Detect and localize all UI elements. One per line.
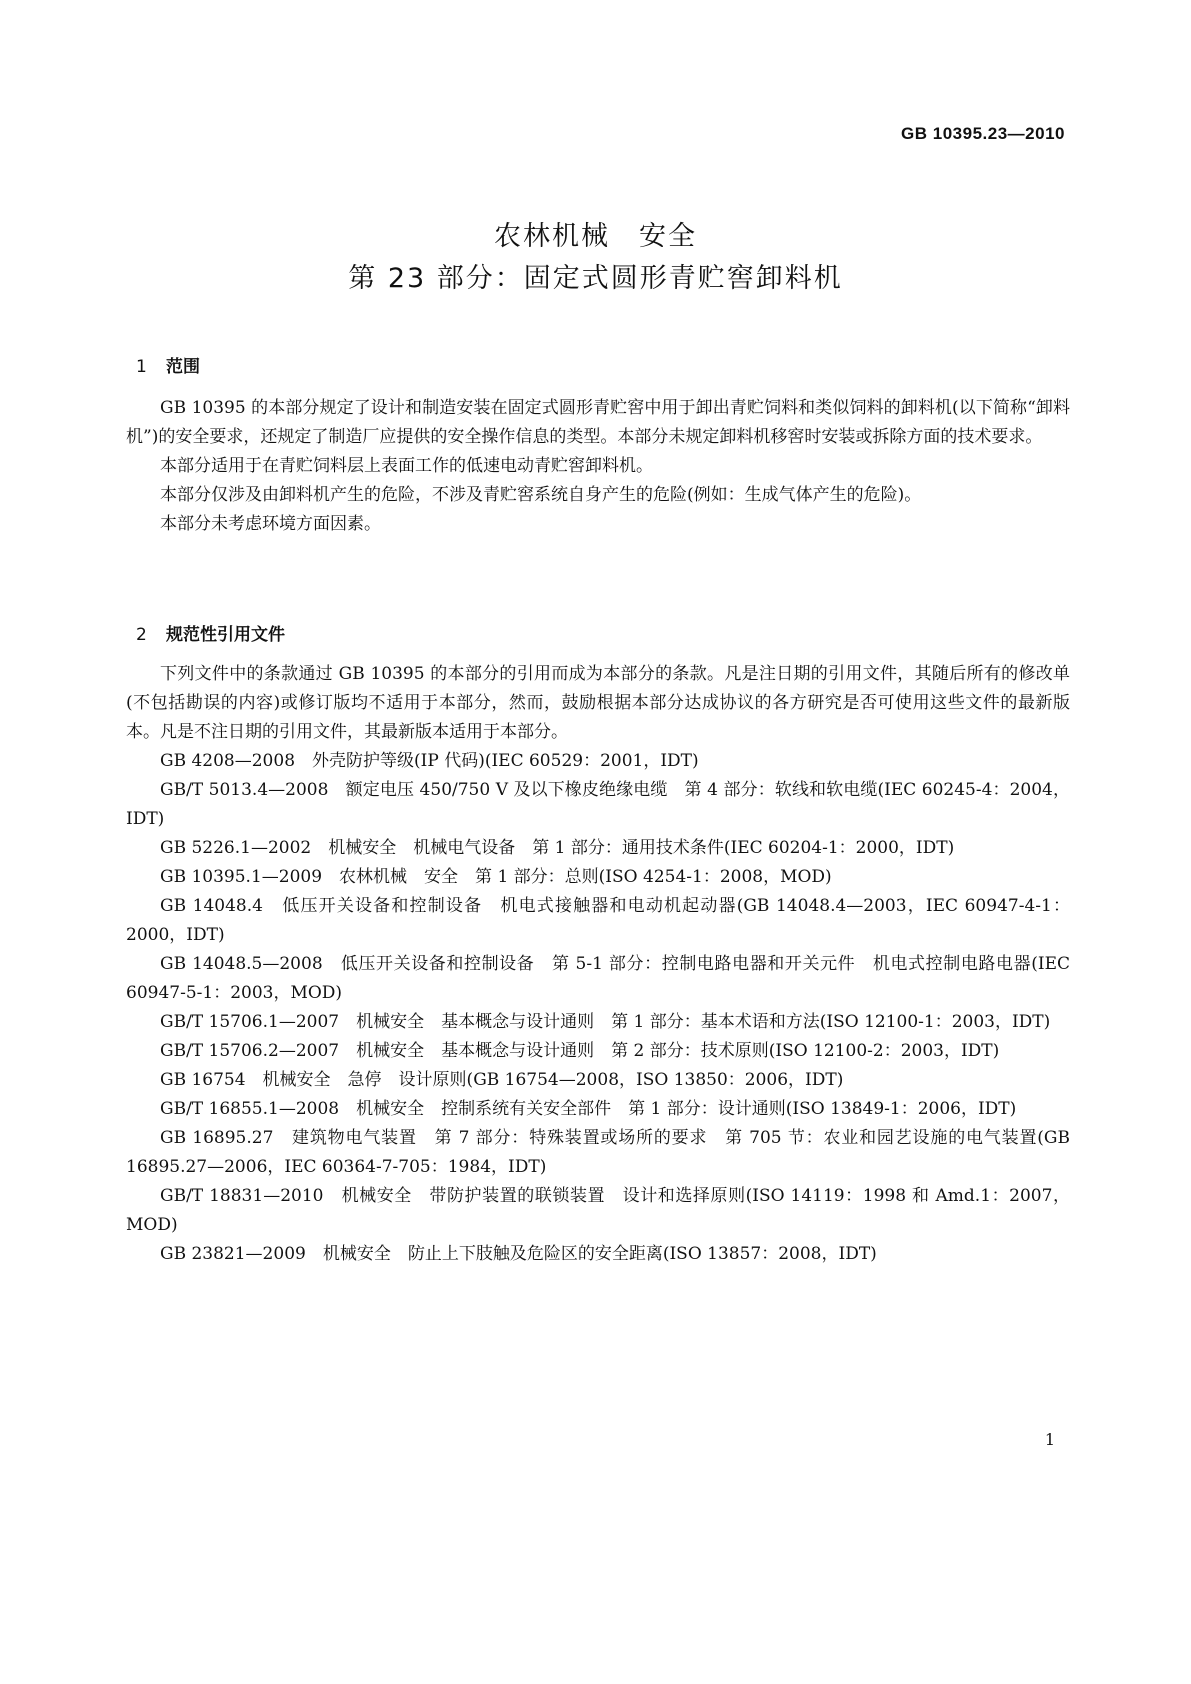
section-2-title: 规范性引用文件 (166, 625, 285, 645)
reference-item: GB 4208—2008 外壳防护等级(IP 代码)(IEC 60529：2001，IDT) (160, 751, 699, 771)
reference-item: GB 16754 机械安全 急停 设计原则(GB 16754—2008，ISO 13850：2006，IDT) (160, 1070, 844, 1090)
reference-item: GB/T 16855.1—2008 机械安全 控制系统有关安全部件 第 1 部分：设计通则(ISO 13849-1：2006，IDT) (160, 1099, 1017, 1119)
reference-item: GB 14048.4 低压开关设备和控制设备 机电式接触器和电动机起动器(GB 14048.4—2003，IEC 60947-4-1：2000，IDT) (126, 896, 1070, 945)
section-2-intro: 下列文件中的条款通过 GB 10395 的本部分的引用而成为本部分的条款。凡是注日期的引用文件，其随后所有的修改单(不包括勘误的内容)或修订版均不适用于本部分，然而，鼓励根据本部分达成协议的各方研究是否可使用这些文件的最新版本。凡是不注日期的引用文件，其最新版本适用于本部分。 (126, 664, 1070, 742)
section-2-heading (136, 620, 285, 645)
reference-item: GB/T 5013.4—2008 额定电压 450/750 V 及以下橡皮绝缘电缆 第 4 部分：软线和软电缆(IEC 60245-4：2004，IDT) (126, 780, 1070, 829)
section-1-title: 范围 (166, 357, 200, 377)
section-2-body (126, 660, 1070, 1269)
reference-item: GB/T 18831—2010 机械安全 带防护装置的联锁装置 设计和选择原则(ISO 14119：1998 和 Amd.1：2007，MOD) (126, 1186, 1070, 1235)
reference-item: GB 10395.1—2009 农林机械 安全 第 1 部分：总则(ISO 4254-1：2008，MOD) (160, 867, 832, 887)
reference-item: GB 16895.27 建筑物电气装置 第 7 部分：特殊装置或场所的要求 第 705 节：农业和园艺设施的电气装置(GB 16895.27—2006，IEC 60364-7-705：1984，IDT) (126, 1128, 1070, 1177)
section-1-paragraph: 本部分未考虑环境方面因素。 (160, 514, 381, 534)
section-2-number: 2 (136, 625, 147, 645)
reference-item: GB/T 15706.1—2007 机械安全 基本概念与设计通则 第 1 部分：基本术语和方法(ISO 12100-1：2003，IDT) (160, 1012, 1051, 1032)
reference-item: GB 23821—2009 机械安全 防止上下肢触及危险区的安全距离(ISO 13857：2008，IDT) (160, 1244, 877, 1264)
section-1-paragraph: GB 10395 的本部分规定了设计和制造安装在固定式圆形青贮窖中用于卸出青贮饲料和类似饲料的卸料机(以下简称“卸料机”)的安全要求，还规定了制造厂应提供的安全操作信息的类型。本部分未规定卸料机移窖时安装或拆除方面的技术要求。 (126, 398, 1070, 447)
section-1-paragraph: 本部分仅涉及由卸料机产生的危险，不涉及青贮窖系统自身产生的危险(例如：生成气体产生的危险)。 (160, 485, 922, 505)
page-number: 1 (1044, 1430, 1055, 1449)
section-1-body (126, 394, 1070, 539)
section-1-paragraph: 本部分适用于在青贮饲料层上表面工作的低速电动青贮窖卸料机。 (160, 456, 653, 476)
section-1-number: 1 (136, 357, 147, 377)
section-1-heading (136, 352, 200, 377)
reference-item: GB 5226.1—2002 机械安全 机械电气设备 第 1 部分：通用技术条件(IEC 60204-1：2000，IDT) (160, 838, 955, 858)
document-title-line1: 农林机械 安全 (494, 221, 697, 252)
reference-item: GB 14048.5—2008 低压开关设备和控制设备 第 5-1 部分：控制电路电器和开关元件 机电式控制电路电器(IEC 60947-5-1：2003，MOD) (126, 954, 1070, 1003)
standard-code: GB 10395.23—2010 (901, 124, 1065, 143)
reference-item: GB/T 15706.2—2007 机械安全 基本概念与设计通则 第 2 部分：技术原则(ISO 12100-2：2003，IDT) (160, 1041, 1000, 1061)
document-title-line2: 第 23 部分：固定式圆形青贮窖卸料机 (348, 263, 843, 294)
